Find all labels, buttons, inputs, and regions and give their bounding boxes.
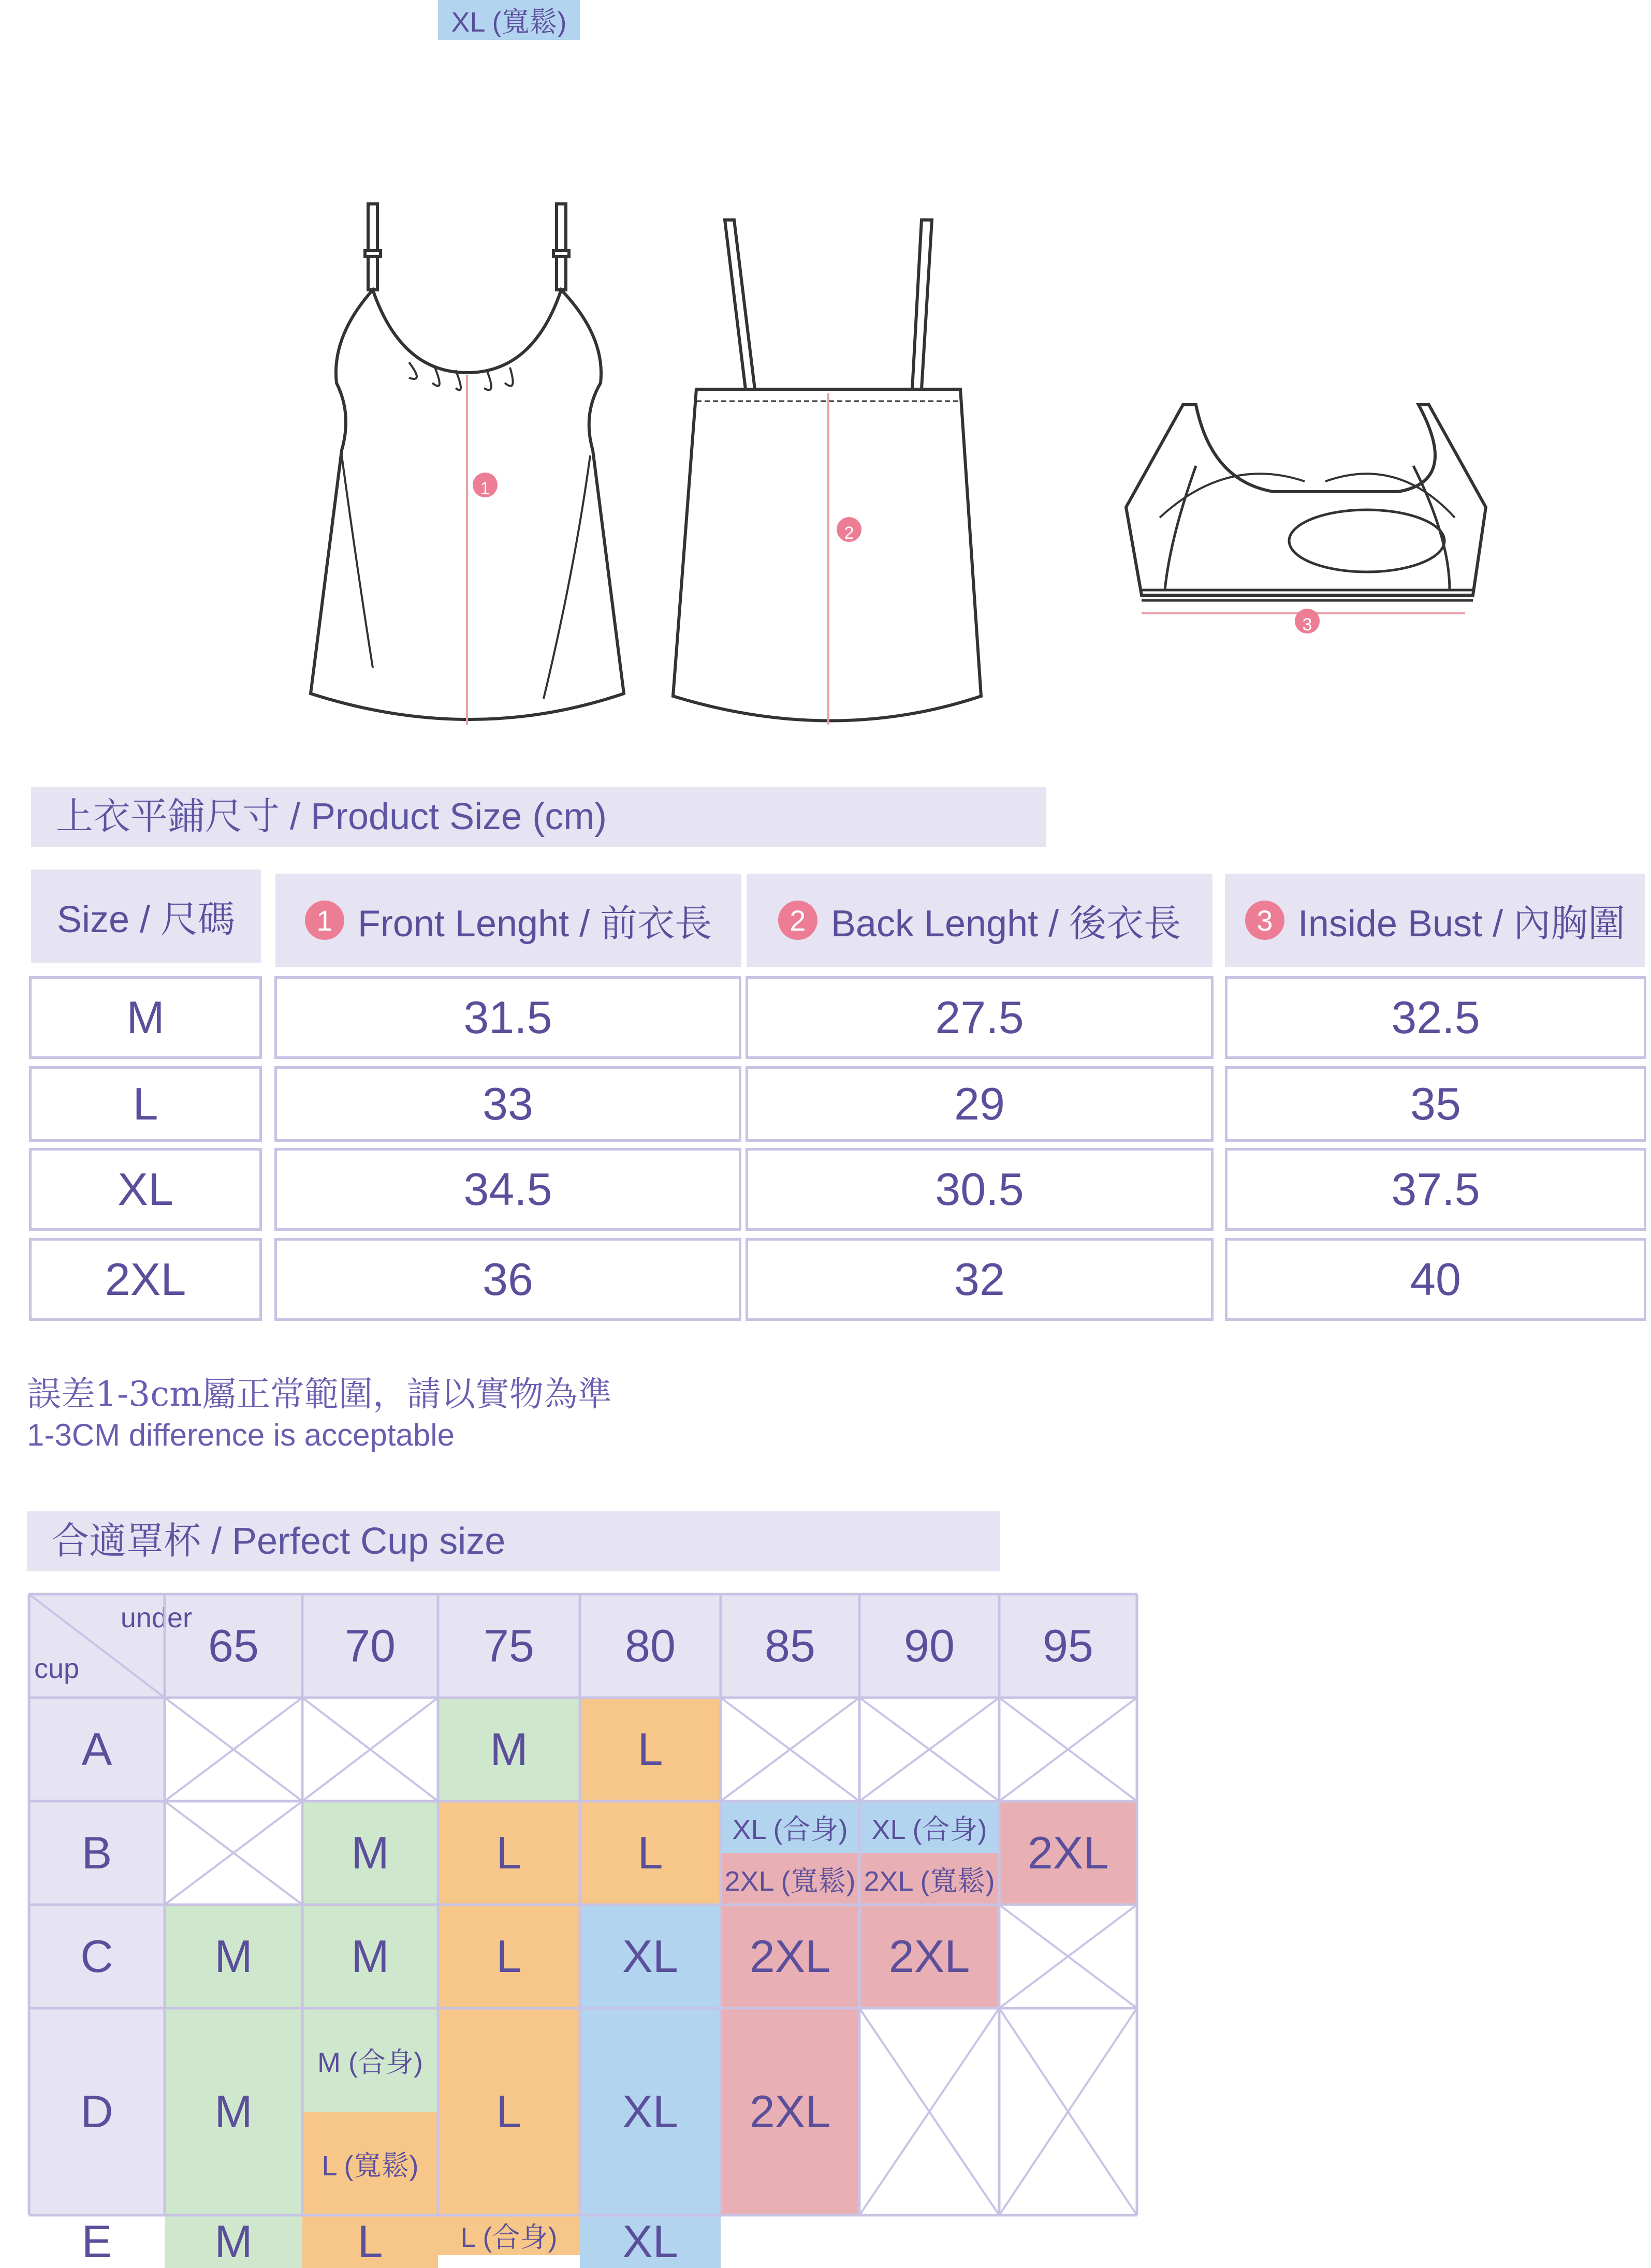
cup-b-under-95-size-label: 2XL	[999, 1801, 1137, 1905]
under-header-75: 75	[484, 1620, 534, 1671]
back-cell-2xl: 32	[746, 1238, 1214, 1321]
bust-cell-xl: 37.5	[1225, 1148, 1646, 1231]
cup-d-under-70-loose-label: L (寬鬆)	[302, 2112, 438, 2215]
tolerance-note-en: 1-3CM difference is acceptable	[27, 1418, 455, 1452]
front-cell-xl: 34.5	[274, 1148, 741, 1231]
badge-2-icon: 2	[778, 901, 817, 940]
cup-b-under-85-fit-label: XL (合身)	[721, 1801, 859, 1853]
cup-c-under-90-size-label: 2XL	[859, 1905, 999, 2008]
size-cell-xl: XL	[29, 1148, 262, 1231]
cup-c-under-70-size-label: M	[302, 1905, 438, 2008]
cup-d-under-65-size-label: M	[165, 2008, 302, 2215]
cup-b-under-90-loose-label: 2XL (寬鬆)	[859, 1853, 999, 1905]
header-back-length-label: Back Lenght / 後衣長	[830, 903, 1181, 945]
cup-b-under-80-size-label: L	[580, 1801, 721, 1905]
cup-e-under-75-fit-label: L (合身)	[438, 2215, 580, 2255]
front-cell-2xl: 36	[274, 1238, 741, 1321]
cup-b-under-85-loose-label: 2XL (寬鬆)	[721, 1853, 859, 1905]
cup-a-under-80-size-label: L	[580, 1698, 721, 1801]
cup-e-under-80-size-label: XL	[580, 2215, 721, 2268]
back-cell-l: 29	[746, 1066, 1214, 1142]
under-header-80: 80	[625, 1620, 676, 1671]
cup-e-under-70-size-label: L	[302, 2215, 438, 2268]
back-cell-xl: 30.5	[746, 1148, 1214, 1231]
cup-d-under-85-size-label: 2XL	[721, 2008, 859, 2215]
front-cell-l: 33	[274, 1066, 741, 1142]
cup-header-c: C	[80, 1931, 113, 1982]
size-cell-l: L	[29, 1066, 262, 1142]
cup-d-under-70-fit-label: M (合身)	[302, 2008, 438, 2112]
cup-a-under-75-size-label: M	[438, 1698, 580, 1801]
back-cell-m: 27.5	[746, 976, 1214, 1059]
cup-e-under-65-size-label: M	[165, 2215, 302, 2268]
cup-c-under-75-size-label: L	[438, 1905, 580, 2008]
corner-under-label: under	[120, 1602, 192, 1633]
marker-2-label: 2	[844, 523, 854, 543]
cup-b-under-75-size-label: L	[438, 1801, 580, 1905]
corner-cup-label: cup	[34, 1653, 80, 1684]
header-size-label: Size / 尺碼	[56, 899, 236, 940]
cup-d-under-80-size-label: XL	[580, 2008, 721, 2215]
under-header-90: 90	[904, 1620, 955, 1671]
front-cell-m: 31.5	[274, 976, 741, 1059]
cup-e-under-75-loose-label: XL (寬鬆)	[438, 0, 580, 40]
cup-header-e: E	[81, 2216, 112, 2267]
under-header-95: 95	[1043, 1620, 1093, 1671]
marker-3-label: 3	[1302, 615, 1312, 635]
bust-cell-l: 35	[1225, 1066, 1646, 1142]
cup-header-b: B	[81, 1827, 112, 1878]
cup-b-under-90-fit-label: XL (合身)	[859, 1801, 999, 1853]
under-header-65: 65	[208, 1620, 259, 1671]
marker-1-label: 1	[480, 479, 490, 498]
cup-header-d: D	[80, 2086, 113, 2137]
header-front-length-label: Front Lenght / 前衣長	[357, 903, 712, 945]
cup-c-under-80-size-label: XL	[580, 1905, 721, 2008]
header-inside-bust-label: Inside Bust / 內胸圍	[1297, 903, 1626, 945]
bust-cell-2xl: 40	[1225, 1238, 1646, 1321]
cup-d-under-75-size-label: L	[438, 2008, 580, 2215]
under-header-85: 85	[765, 1620, 815, 1671]
size-cell-2xl: 2XL	[29, 1238, 262, 1321]
cup-c-under-65-size-label: M	[165, 1905, 302, 2008]
bust-cell-m: 32.5	[1225, 976, 1646, 1059]
size-cell-m: M	[29, 976, 262, 1059]
cup-header-a: A	[81, 1724, 112, 1775]
badge-3-icon: 3	[1245, 901, 1284, 940]
badge-1-icon: 1	[305, 901, 344, 940]
cup-b-under-70-size-label: M	[302, 1801, 438, 1905]
under-header-70: 70	[345, 1620, 396, 1671]
tolerance-note-zh: 誤差1-3cm屬正常範圍，請以實物為準	[27, 1374, 612, 1414]
cup-c-under-85-size-label: 2XL	[721, 1905, 859, 2008]
product-size-title: 上衣平鋪尺寸 / Product Size (cm)	[31, 787, 1046, 847]
cup-size-title: 合適罩杯 / Perfect Cup size	[27, 1511, 1000, 1571]
